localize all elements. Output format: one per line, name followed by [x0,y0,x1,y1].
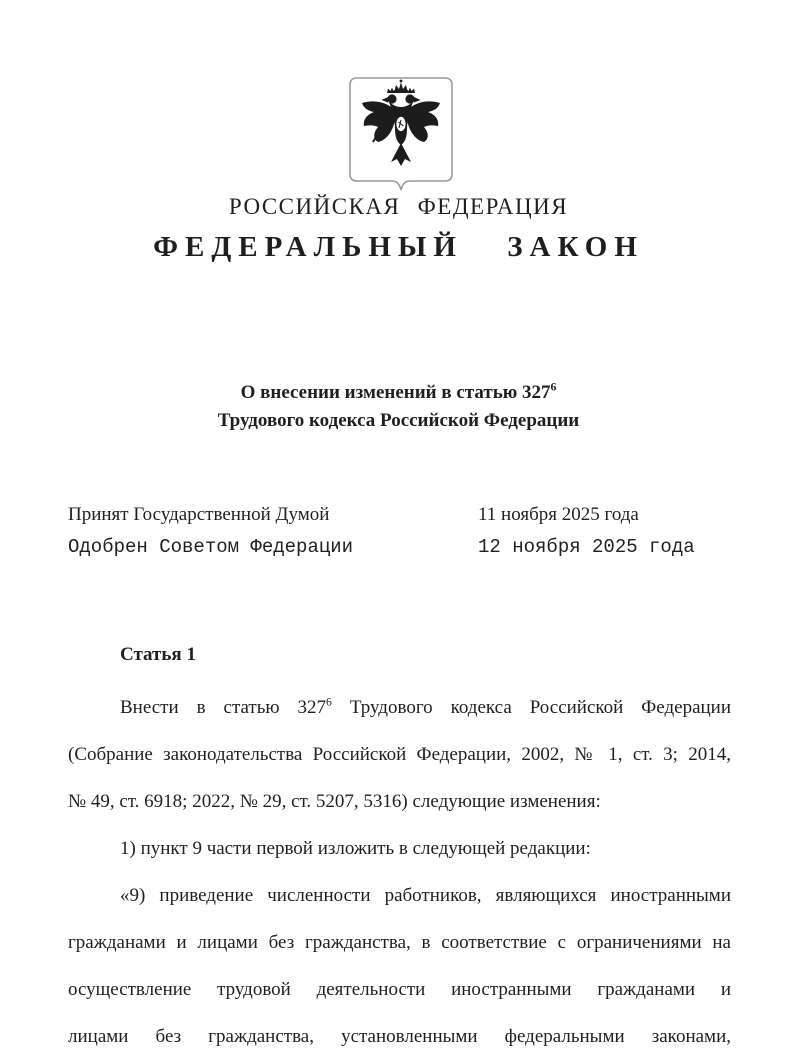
document-type-heading: ФЕДЕРАЛЬНЫЙ ЗАКОН [153,231,644,263]
article-1-body [68,631,731,1060]
superscript-6: 6 [550,380,557,394]
duma-date: 11 ноября 2025 года [478,504,639,525]
adoption-block [68,498,731,564]
article-1-heading: Статья 1 [120,644,196,665]
passed-by-duma-label: Принят Государственной Думой [68,504,330,525]
council-date: 12 ноября 2025 года [478,536,695,558]
approved-by-council-label: Одобрен Советом Федерации [68,536,354,558]
adoption-row-council [68,531,731,564]
coat-of-arms-plaque [347,76,455,196]
country-name: РОССИЙСКАЯ ФЕДЕРАЦИЯ [228,194,569,219]
article-line-6: гражданами и лицами без гражданства, в соответствие с ограничениями на [68,932,731,953]
article-line-8: лицами без гражданства, установленными федеральными законами, [68,1026,731,1047]
law-title-line-2: Трудового кодекса Российской Федерации [217,410,580,431]
article-line-3: № 49, ст. 6918; 2022, № 29, ст. 5207, 5316) следующие изменения: [68,791,601,812]
article-line-1: Внести в статью $327^6$ Трудового кодекса Российской Федерации [120,695,732,718]
article-line-5: «9) приведение численности работников, являющихся иностранными [120,885,731,906]
article-line-2: (Собрание законодательства Российской Федерации, 2002, № 1, ст. 3; 2014, [68,744,731,765]
article-line-4: 1) пункт 9 части первой изложить в следующей редакции: [120,838,591,859]
superscript-6: 6 [326,695,332,709]
law-title-line-1: О внесении изменений в статью $327^6$ [240,380,557,403]
adoption-row-duma [68,498,731,531]
law-title [0,379,797,435]
article-line-7: осуществление трудовой деятельности иностранными гражданами и [68,979,731,1000]
